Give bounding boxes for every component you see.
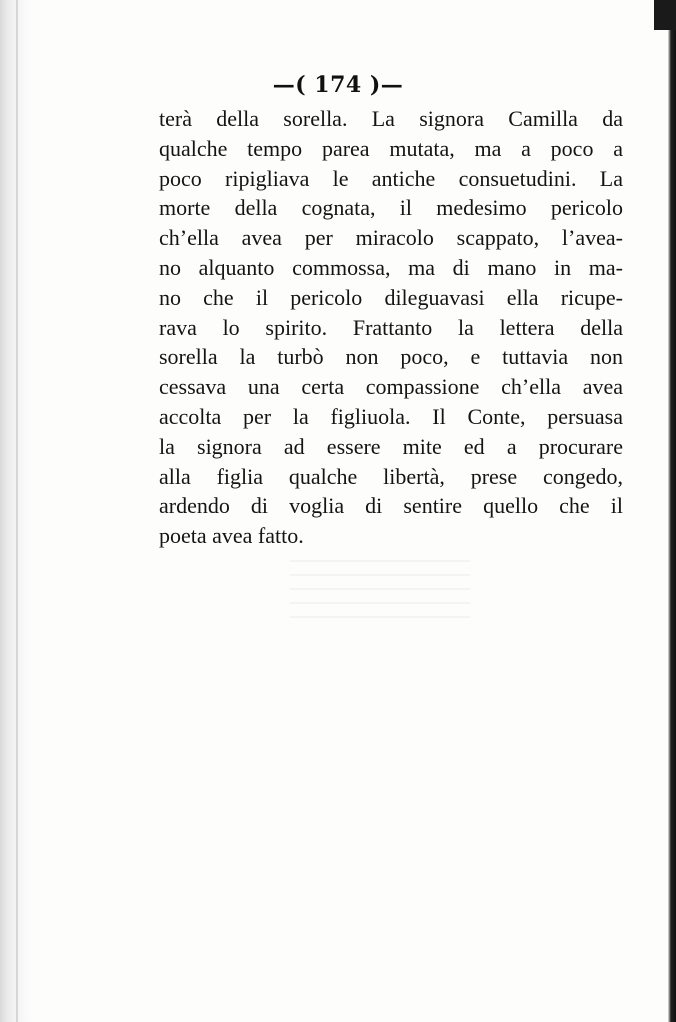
text-line: ardendo di voglia di sentire quello che il bbox=[159, 493, 623, 519]
text-line: accolta per la figliuola. Il Conte, persuasa bbox=[159, 403, 623, 429]
text-line: sorella la turbò non poco, e tuttavia non bbox=[159, 344, 623, 370]
text-line: poco ripigliava le antiche consuetudini. La bbox=[159, 165, 623, 191]
text-line: terà della sorella. La signora Camilla da bbox=[159, 106, 623, 131]
text-line: morte della cognata, il medesimo pericolo bbox=[159, 195, 623, 221]
page-corner-shadow bbox=[654, 0, 676, 30]
text-line: qualche tempo parea mutata, ma a poco a bbox=[159, 135, 623, 161]
text-line: cessava una certa compassione ch’ella avea bbox=[159, 374, 623, 400]
bleed-through-marks bbox=[290, 560, 470, 630]
body-text bbox=[159, 104, 623, 551]
page-number-header: —( 174 )— bbox=[272, 72, 404, 98]
text-line: la signora ad essere mite ed a procurare bbox=[159, 433, 623, 459]
text-line: rava lo spirito. Frattanto la lettera della bbox=[159, 314, 623, 340]
text-line: poeta avea fatto. bbox=[159, 523, 304, 549]
text-line: ch’ella avea per miracolo scappato, l’avea- bbox=[159, 225, 623, 251]
text-line: alla figlia qualche libertà, prese congedo, bbox=[159, 463, 623, 489]
text-line: no che il pericolo dileguavasi ella ricupe- bbox=[159, 284, 623, 310]
page-edge-shadow bbox=[668, 0, 676, 1022]
gutter-fold-line bbox=[16, 0, 18, 1022]
text-line: no alquanto commossa, ma di mano in ma- bbox=[159, 254, 623, 280]
